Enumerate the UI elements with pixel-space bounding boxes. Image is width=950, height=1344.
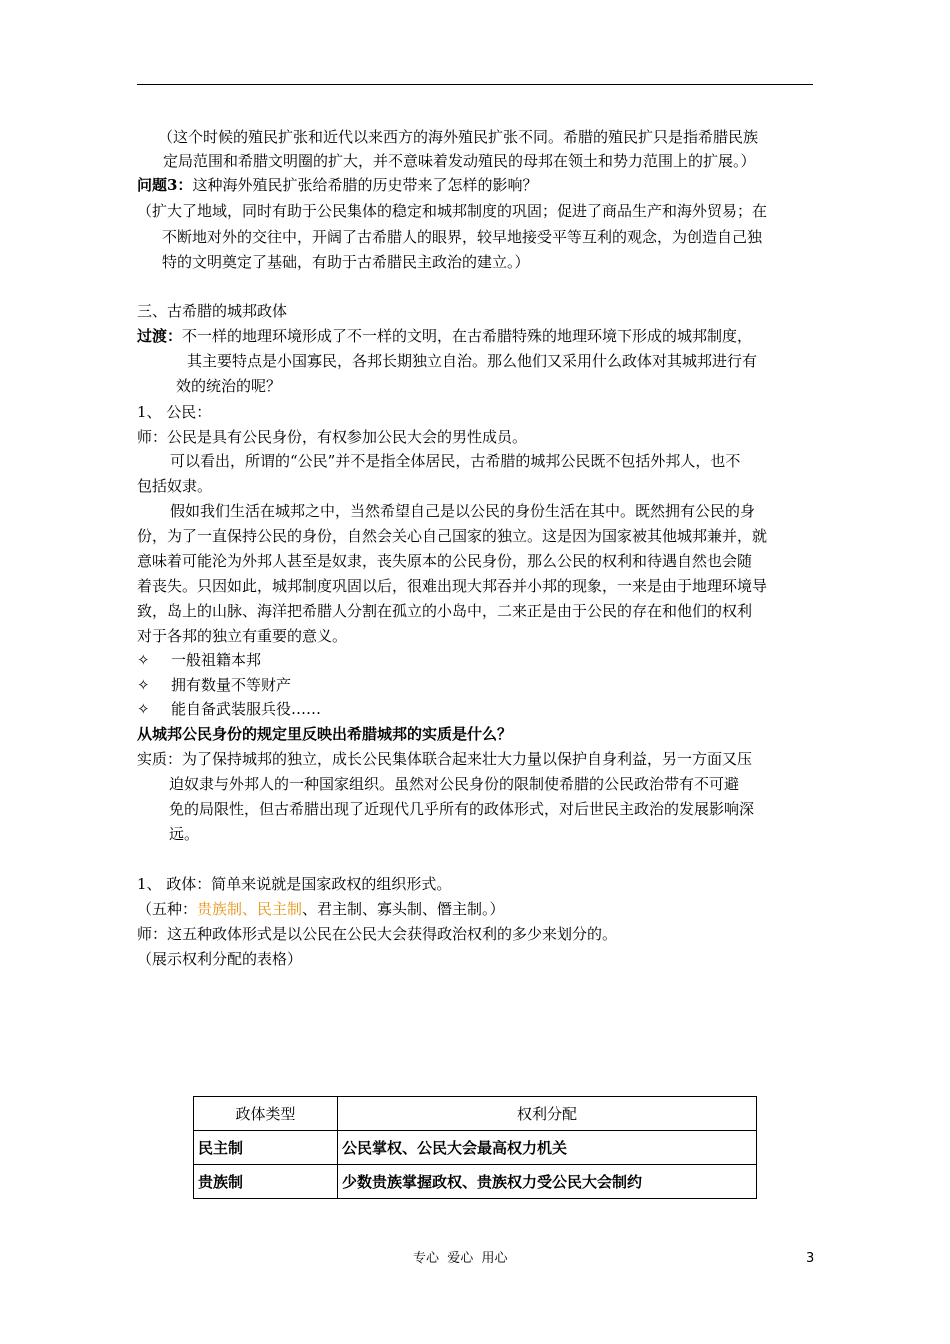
para-line: 意味着可能沦为外邦人甚至是奴隶，丧失原本的公民身份，那么公民的权利和待遇自然也会随	[137, 552, 753, 570]
para-line: 迫奴隶与外邦人的一种国家组织。虽然对公民身份的限制使希腊的公民政治带有不可避	[169, 775, 740, 793]
item-heading: 1、 政体：简单来说就是国家政权的组织形式。	[137, 875, 452, 893]
bullet-item: 一般祖籍本邦	[171, 651, 262, 669]
question-label: 问题3：	[137, 176, 193, 194]
para-line: 远。	[169, 825, 200, 843]
table-header-cell: 政体类型	[194, 1097, 338, 1131]
bullet-icon: ✧	[137, 700, 150, 718]
para-line: 假如我们生活在城邦之中，当然希望自己是以公民的身份生活在其中。既然拥有公民的身	[170, 502, 756, 520]
header-rule	[137, 84, 813, 85]
bullet-icon: ✧	[137, 676, 150, 694]
para-line: 不断地对外的交往中，开阔了古希腊人的眼界，较早地接受平等互利的观念，为创造自己独	[162, 228, 763, 246]
para-line: 特的文明奠定了基础，有助于古希腊民主政治的建立。）	[162, 253, 530, 271]
table-cell: 公民掌权、公民大会最高权力机关	[338, 1131, 757, 1165]
item-heading: 1、 公民：	[137, 403, 212, 421]
para-line: 定局范围和希腊文明圈的扩大，并不意味着发动殖民的母邦在领土和势力范围上的扩展。）	[163, 152, 756, 170]
bullet-item: 拥有数量不等财产	[171, 676, 292, 694]
table-row	[194, 1165, 757, 1199]
five-forms-suffix: 、君主制、寡头制、僭主制。）	[302, 900, 505, 918]
rights-table	[193, 1096, 757, 1199]
question-3	[137, 176, 537, 194]
section-heading: 三、古希腊的城邦政体	[137, 302, 288, 320]
para-line: 包括奴隶。	[137, 477, 213, 495]
para-line: 致，岛上的山脉、海洋把希腊人分割在孤立的小岛中，二来正是由于公民的存在和他们的权利	[137, 602, 753, 620]
five-forms-prefix: （五种：	[137, 900, 198, 918]
transition-text: 不一样的地理环境形成了不一样的文明，在古希腊特殊的地理环境下形成的城邦制度，	[182, 327, 753, 345]
question-text: 这种海外殖民扩张给希腊的历史带来了怎样的影响？	[192, 176, 538, 194]
table-header-row	[194, 1097, 757, 1131]
five-forms	[137, 900, 505, 918]
para-line: 效的统治的呢？	[176, 377, 282, 395]
teacher-line: 师：公民是具有公民身份，有权参加公民大会的男性成员。	[137, 428, 528, 446]
bullet-item: 能自备武装服兵役……	[171, 700, 322, 718]
table-cell: 少数贵族掌握政权、贵族权力受公民大会制约	[338, 1165, 757, 1199]
five-forms-highlight: 贵族制、民主制	[197, 900, 303, 918]
para-line: 份，为了一直保持公民的身份，自然会关心自己国家的独立。这是因为国家被其他城邦兼并，就	[137, 527, 768, 545]
bold-question: 从城邦公民身份的规定里反映出希腊城邦的实质是什么？	[137, 725, 513, 743]
para-line: 着丧失。只因如此，城邦制度巩固以后，很难出现大邦吞并小邦的现象，一来是由于地理环境导	[137, 577, 768, 595]
para-line: 其主要特点是小国寡民，各邦长期独立自治。那么他们又采用什么政体对其城邦进行有	[187, 352, 758, 370]
para-line: （扩大了地域，同时有助于公民集体的稳定和城邦制度的巩固；促进了商品生产和海外贸易；在	[137, 202, 768, 220]
table-cell: 贵族制	[194, 1165, 338, 1199]
table-header-cell: 权利分配	[338, 1097, 757, 1131]
para-line: （这个时候的殖民扩张和近代以来西方的海外殖民扩张不同。希腊的殖民扩只是指希腊民族	[158, 128, 759, 146]
para-line: 实质：为了保持城邦的独立，成长公民集体联合起来壮大力量以保护自身利益，另一方面又压	[137, 750, 753, 768]
table-row	[194, 1131, 757, 1165]
transition-label: 过渡：	[137, 327, 183, 345]
table-cell: 民主制	[194, 1131, 338, 1165]
para-line: 对于各邦的独立有重要的意义。	[137, 627, 348, 645]
para-line: 可以看出，所谓的“公民”并不是指全体居民，古希腊的城邦公民既不包括外邦人，也不	[170, 452, 741, 470]
bullet-icon: ✧	[137, 651, 150, 669]
teacher-line: 师：这五种政体形式是以公民在公民大会获得政治权利的多少来划分的。	[137, 925, 618, 943]
transition	[137, 327, 752, 345]
page-number: 3	[806, 1251, 815, 1266]
para-line: （展示权利分配的表格）	[137, 950, 303, 968]
footer-motto: 专心 爱心 用心	[413, 1251, 508, 1266]
para-line: 免的局限性，但古希腊出现了近现代几乎所有的政体形式，对后世民主政治的发展影响深	[169, 800, 755, 818]
